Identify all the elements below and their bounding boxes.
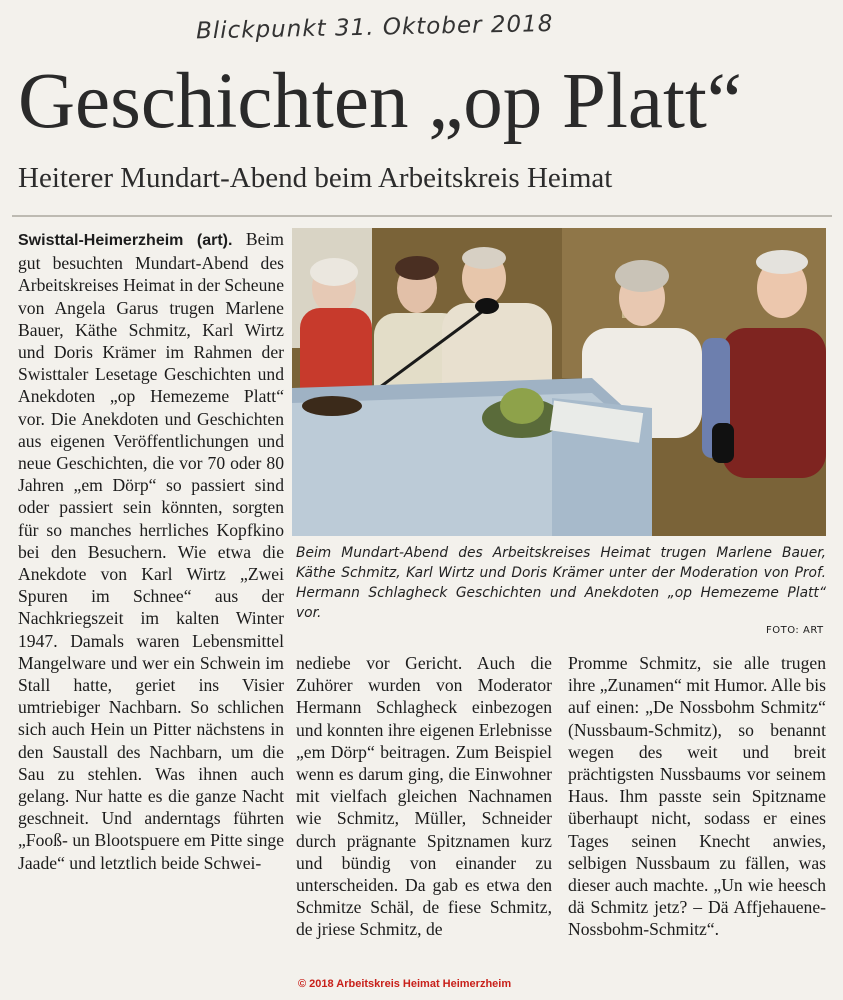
article-column-3 [568, 652, 826, 941]
photo-illustration [292, 228, 826, 536]
column-1-text: Beim gut besuchten Mundart-Abend des Arbeitskreises Heimat in der Scheune von Angela Garus trugen Marlene Bauer, Käthe Schmitz, Karl Wirtz und Doris Krämer im Rahmen der Swisttaler Lesetage Geschichten und Anekdoten „op Hemezeme Platt“ vor. Die Anekdoten und Geschichten aus eigenen Veröffentlichungen und neue Geschichten, die vor 70 oder 80 Jahren „em Dörp“ so passiert sind oder passiert sein könnten, sorgten für so manches herrliches Kopfkino bei den Besuchern. Wie etwa die Anekdote von Karl Wirtz „Zwei Spuren im Schnee“ aus der Nachkriegszeit im kalten Winter 1947. Damals waren Lebensmittel Mangelware und wer ein Schwein im Stall hatte, geriet ins Visier umtriebiger Nachbarn. So schlichen sich auch Hein un Pitter nächstens in den Saustall des Nachbarn, um die Sau zu stehlen. Was ihnen auch gelang. Nur hatte es die ganze Nacht geschneit. Und anderntags führten „Fooß- un Blootspuere em Pitte singe Jaade“ und letztlich beide Schwei- [18, 229, 284, 873]
column-3-text: Promme Schmitz, sie alle trugen ihre „Zunamen“ mit Humor. Alle bis auf einen: „De Nossbohm Schmitz“ (Nussbaum-Schmitz), so benannt wegen des weit und breit prächtigsten Nussbaums vor seinem Haus. Ihm passte sein Spitzname überhaupt nicht, sodass er eines Tages seinen Knecht anwies, selbigen Nussbaum zu fällen, was dieser auch machte. „Un wie heesch dä Schmitz jetz? – Dä Affjehauene-Nossbohm-Schmitz“. [568, 653, 826, 940]
article-column-2 [296, 652, 552, 941]
article-subheadline: Heiterer Mundart-Abend beim Arbeitskreis Heimat [18, 162, 613, 194]
article-headline: Geschichten „op Platt“ [18, 58, 742, 145]
photo-caption: Beim Mundart-Abend des Arbeitskreises Heimat trugen Marlene Bauer, Käthe Schmitz, Karl Wirtz und Doris Krämer unter der Moderation von Prof. Hermann Schlagheck Geschichten und Anekdoten „op Hemezeme Platt“ vor. [296, 545, 826, 621]
article-column-1 [18, 228, 284, 874]
headline-divider [12, 215, 832, 217]
copyright-notice: © 2018 Arbeitskreis Heimat Heimerzheim [298, 978, 512, 990]
handwritten-source-note: Blickpunkt 31. Oktober 2018 [195, 10, 554, 45]
article-dateline: Swisttal-Heimerzheim (art). [18, 232, 233, 249]
column-2-text: nediebe vor Gericht. Auch die Zuhörer wurden von Moderator Hermann Schlagheck einbezogen und konnten ihre eigenen Erlebnisse „em Dörp“ beitragen. Zum Beispiel wenn es darum ging, die Einwohner mit vielfach gleichen Nachnamen wie Schmitz, Müller, Schneider durch prägnante Spitznamen kurz und bündig von einander zu unterscheiden. Da gab es etwa den Schmitze Schäl, de fiese Schmitz, de jriese Schmitz, de [296, 653, 553, 940]
article-photo [292, 228, 826, 536]
photo-credit: FOTO: ART [766, 625, 824, 636]
